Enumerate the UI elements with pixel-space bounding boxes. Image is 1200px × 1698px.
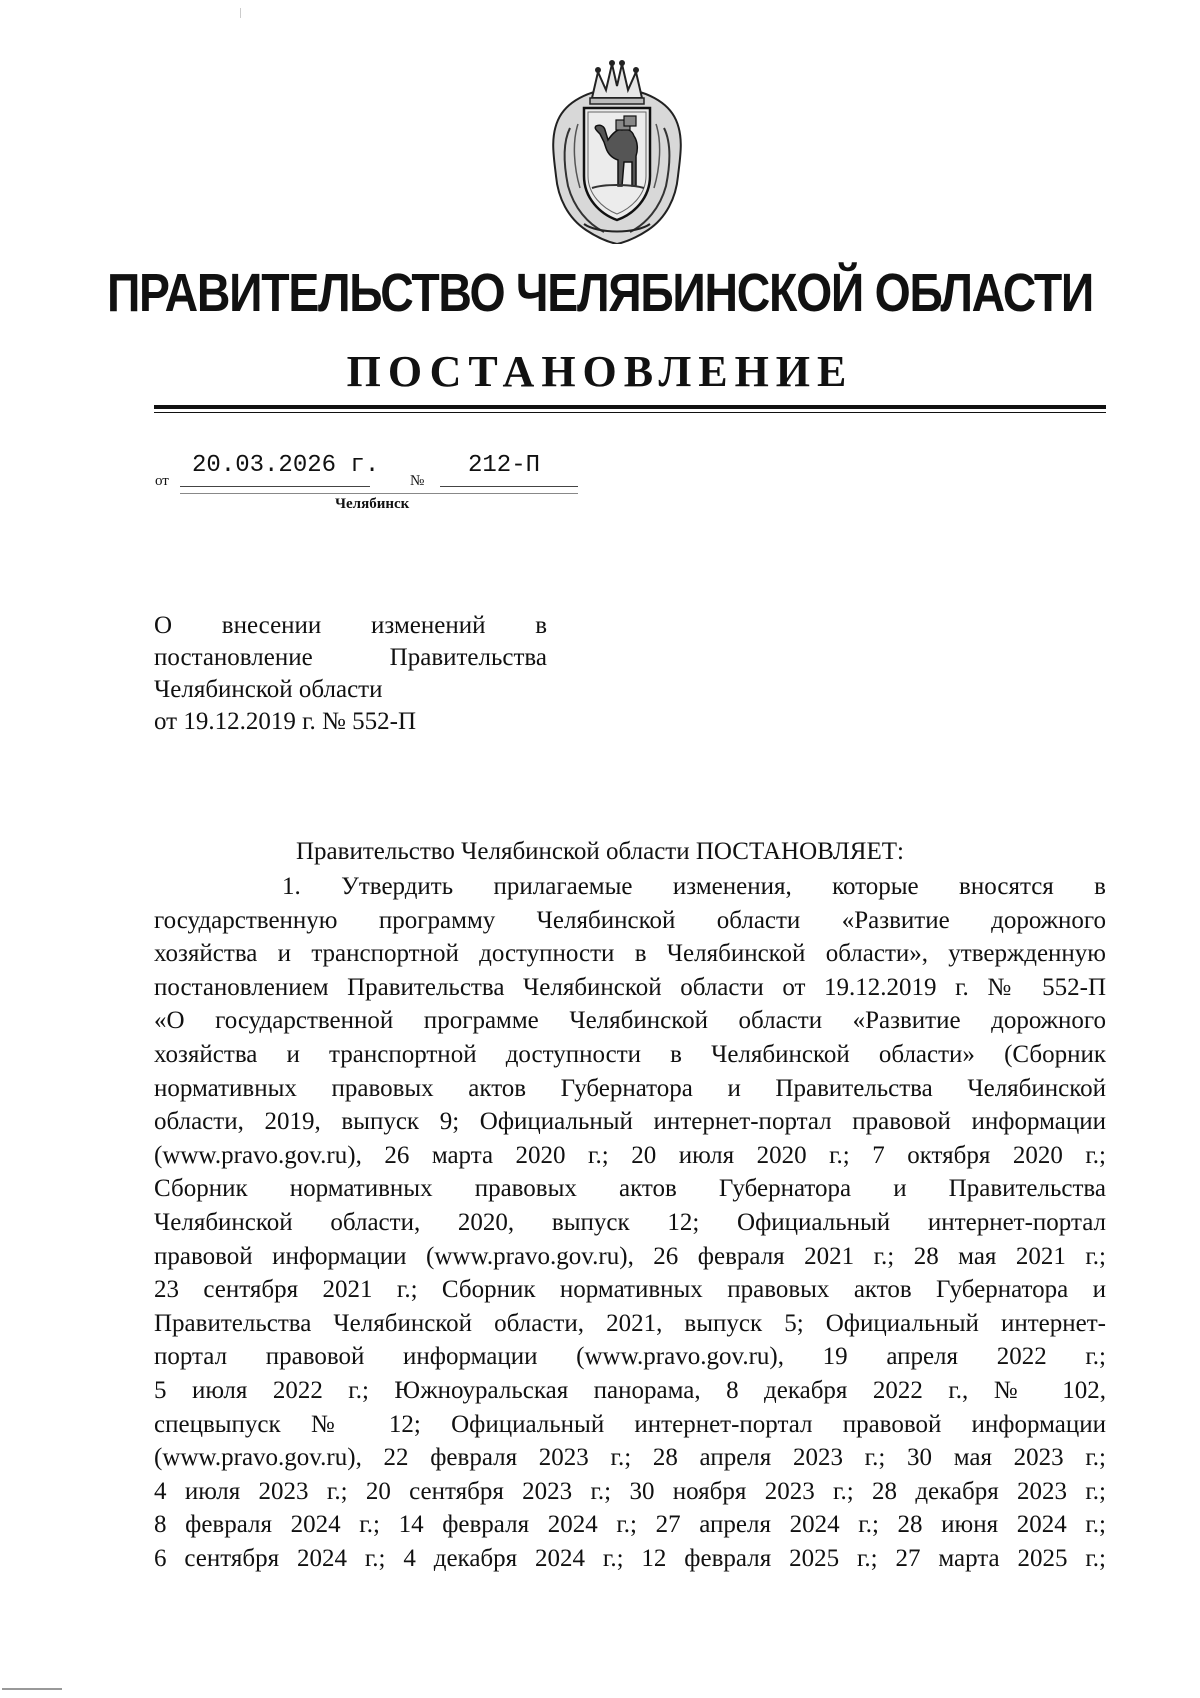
document-number: 212-П	[468, 452, 541, 479]
body-line: Челябинской области, 2020, выпуск 12; Официальный интернет-портал	[154, 1208, 1106, 1236]
date-underline	[180, 486, 370, 487]
government-title: ПРАВИТЕЛЬСТВО ЧЕЛЯБИНСКОЙ ОБЛАСТИ	[106, 263, 1094, 323]
body-line: государственную программу Челябинской области «Развитие дорожного	[154, 906, 1106, 934]
body-line: «О государственной программе Челябинской области «Развитие дорожного	[154, 1007, 1106, 1035]
body-line: (www.pravo.gov.ru), 22 февраля 2023 г.; 28 апреля 2023 г.; 30 мая 2023 г.;	[154, 1444, 1106, 1472]
number-underline	[440, 486, 578, 487]
body-line: Сборник нормативных правовых актов Губернатора и Правительства	[154, 1175, 1106, 1203]
document-subject	[154, 610, 547, 738]
body-line: Правительства Челябинской области, 2021, выпуск 5; Официальный интернет-	[154, 1309, 1106, 1337]
body-line: 5 июля 2022 г.; Южноуральская панорама, 8 декабря 2022 г., № 102,	[154, 1376, 1106, 1404]
body-line: спецвыпуск № 12; Официальный интернет-портал правовой информации	[154, 1410, 1106, 1438]
body-line: 8 февраля 2024 г.; 14 февраля 2024 г.; 27 апреля 2024 г.; 28 июня 2024 г.;	[154, 1511, 1106, 1539]
body-lines	[154, 904, 1106, 1576]
body-line: 6 сентября 2024 г.; 4 декабря 2024 г.; 12 февраля 2025 г.; 27 марта 2025 г.;	[154, 1544, 1106, 1572]
number-prefix-label: №	[410, 473, 425, 489]
body-line: 23 сентября 2021 г.; Сборник нормативных правовых актов Губернатора и	[154, 1276, 1106, 1304]
subject-line: Челябинской области	[154, 676, 383, 703]
body-first-line	[154, 870, 1106, 904]
date-prefix-label: от	[155, 473, 169, 489]
subject-line: постановление Правительства	[154, 644, 547, 671]
body-line: хозяйства и транспортной доступности в Челябинской области» (Сборник	[154, 1040, 1106, 1068]
body-line: портал правовой информации (www.pravo.gov.ru), 19 апреля 2022 г.;	[154, 1343, 1106, 1371]
body-line: постановлением Правительства Челябинской области от 19.12.2019 г. № 552-П	[154, 973, 1106, 1001]
body-line: (www.pravo.gov.ru), 26 марта 2020 г.; 20 июля 2020 г.; 7 октября 2020 г.;	[154, 1141, 1106, 1169]
body-line: правовой информации (www.pravo.gov.ru), 26 февраля 2021 г.; 28 мая 2021 г.;	[154, 1242, 1106, 1270]
body-first-line-text: Утвердить прилагаемые изменения, которые вносятся в	[341, 873, 1106, 900]
document-type-title: ПОСТАНОВЛЕНИЕ	[346, 347, 854, 396]
city-label: Челябинск	[335, 496, 410, 512]
document-body	[154, 870, 1106, 1575]
preamble: Правительство Челябинской области ПОСТАНОВЛЯЕТ:	[296, 838, 904, 865]
item-number: 1.	[282, 873, 301, 900]
scan-artifact	[240, 8, 241, 18]
body-line: нормативных правовых актов Губернатора и Правительства Челябинской	[154, 1074, 1106, 1102]
subject-line: от 19.12.2019 г. № 552-П	[154, 708, 417, 735]
meta-underline-secondary	[180, 493, 578, 494]
coat-of-arms-icon	[548, 58, 686, 244]
scan-artifact	[2, 1688, 62, 1690]
subject-line: О внесении изменений в	[154, 612, 547, 639]
header-divider-thick	[154, 405, 1106, 409]
body-line: 4 июля 2023 г.; 20 сентября 2023 г.; 30 ноября 2023 г.; 28 декабря 2023 г.;	[154, 1477, 1106, 1505]
body-line: области, 2019, выпуск 9; Официальный интернет-портал правовой информации	[154, 1108, 1106, 1136]
document-date: 20.03.2026 г.	[192, 452, 380, 479]
body-line: хозяйства и транспортной доступности в Челябинской области», утвержденную	[154, 940, 1106, 968]
header-divider-thin	[154, 412, 1106, 413]
